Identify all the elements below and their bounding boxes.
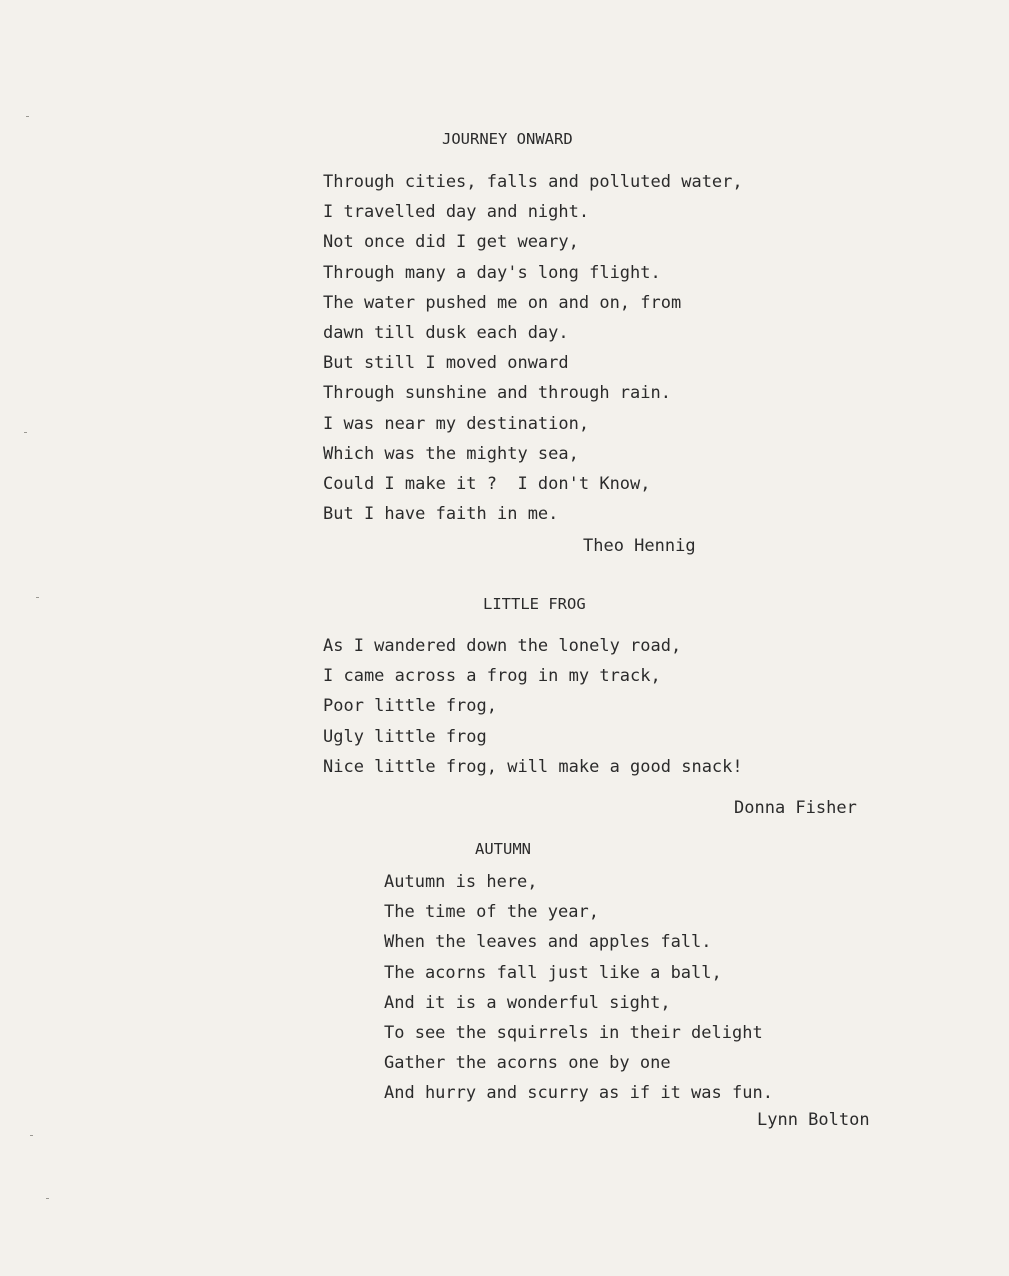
paper-speck xyxy=(24,432,27,433)
poem-line: But still I moved onward xyxy=(323,353,569,374)
poem-title-journey-onward: JOURNEY ONWARD xyxy=(442,130,573,148)
poem-line: Nice little frog, will make a good snack! xyxy=(323,756,743,777)
poem-body-little-frog xyxy=(323,631,743,782)
poem-line: Ugly little frog xyxy=(323,726,487,747)
poem-line: As I wandered down the lonely road, xyxy=(323,636,682,656)
poem-line: Autumn is here, xyxy=(384,872,538,892)
poem-line: Gather the acorns one by one xyxy=(384,1053,671,1074)
paper-speck xyxy=(26,116,29,117)
poem-body-autumn xyxy=(384,867,773,1109)
poem-title-little-frog: LITTLE FROG xyxy=(483,595,586,613)
poem-line: Through cities, falls and polluted water, xyxy=(323,172,743,192)
poem-line: Through many a day's long flight. xyxy=(323,262,661,283)
poem-line: The time of the year, xyxy=(384,902,599,923)
poem-line: Not once did I get weary, xyxy=(323,232,579,253)
poem-line: And it is a wonderful sight, xyxy=(384,992,671,1013)
poem-author-lynn-bolton: Lynn Bolton xyxy=(757,1110,870,1130)
poem-line: Through sunshine and through rain. xyxy=(323,383,671,404)
poem-author-theo-hennig: Theo Hennig xyxy=(583,536,696,556)
poem-title-autumn: AUTUMN xyxy=(475,840,531,858)
poem-line: Poor little frog, xyxy=(323,696,497,717)
poem-line: I was near my destination, xyxy=(323,413,590,434)
poem-line: But I have faith in me. xyxy=(323,504,559,525)
poem-line: Which was the mighty sea, xyxy=(323,443,579,464)
poem-line: To see the squirrels in their delight xyxy=(384,1022,763,1043)
poem-line: Could I make it ? I don't Know, xyxy=(323,473,651,494)
paper-speck xyxy=(46,1198,49,1199)
poem-line: The water pushed me on and on, from xyxy=(323,292,682,313)
poem-author-donna-fisher: Donna Fisher xyxy=(734,798,857,818)
poem-body-journey-onward xyxy=(323,167,743,529)
poem-line: When the leaves and apples fall. xyxy=(384,932,712,953)
poem-line: dawn till dusk each day. xyxy=(323,322,569,343)
poem-line: I travelled day and night. xyxy=(323,202,590,223)
poem-line: I came across a frog in my track, xyxy=(323,666,661,687)
paper-speck xyxy=(36,597,39,598)
poem-line: The acorns fall just like a ball, xyxy=(384,962,722,983)
paper-speck xyxy=(30,1135,33,1136)
poem-line: And hurry and scurry as if it was fun. xyxy=(384,1083,773,1104)
